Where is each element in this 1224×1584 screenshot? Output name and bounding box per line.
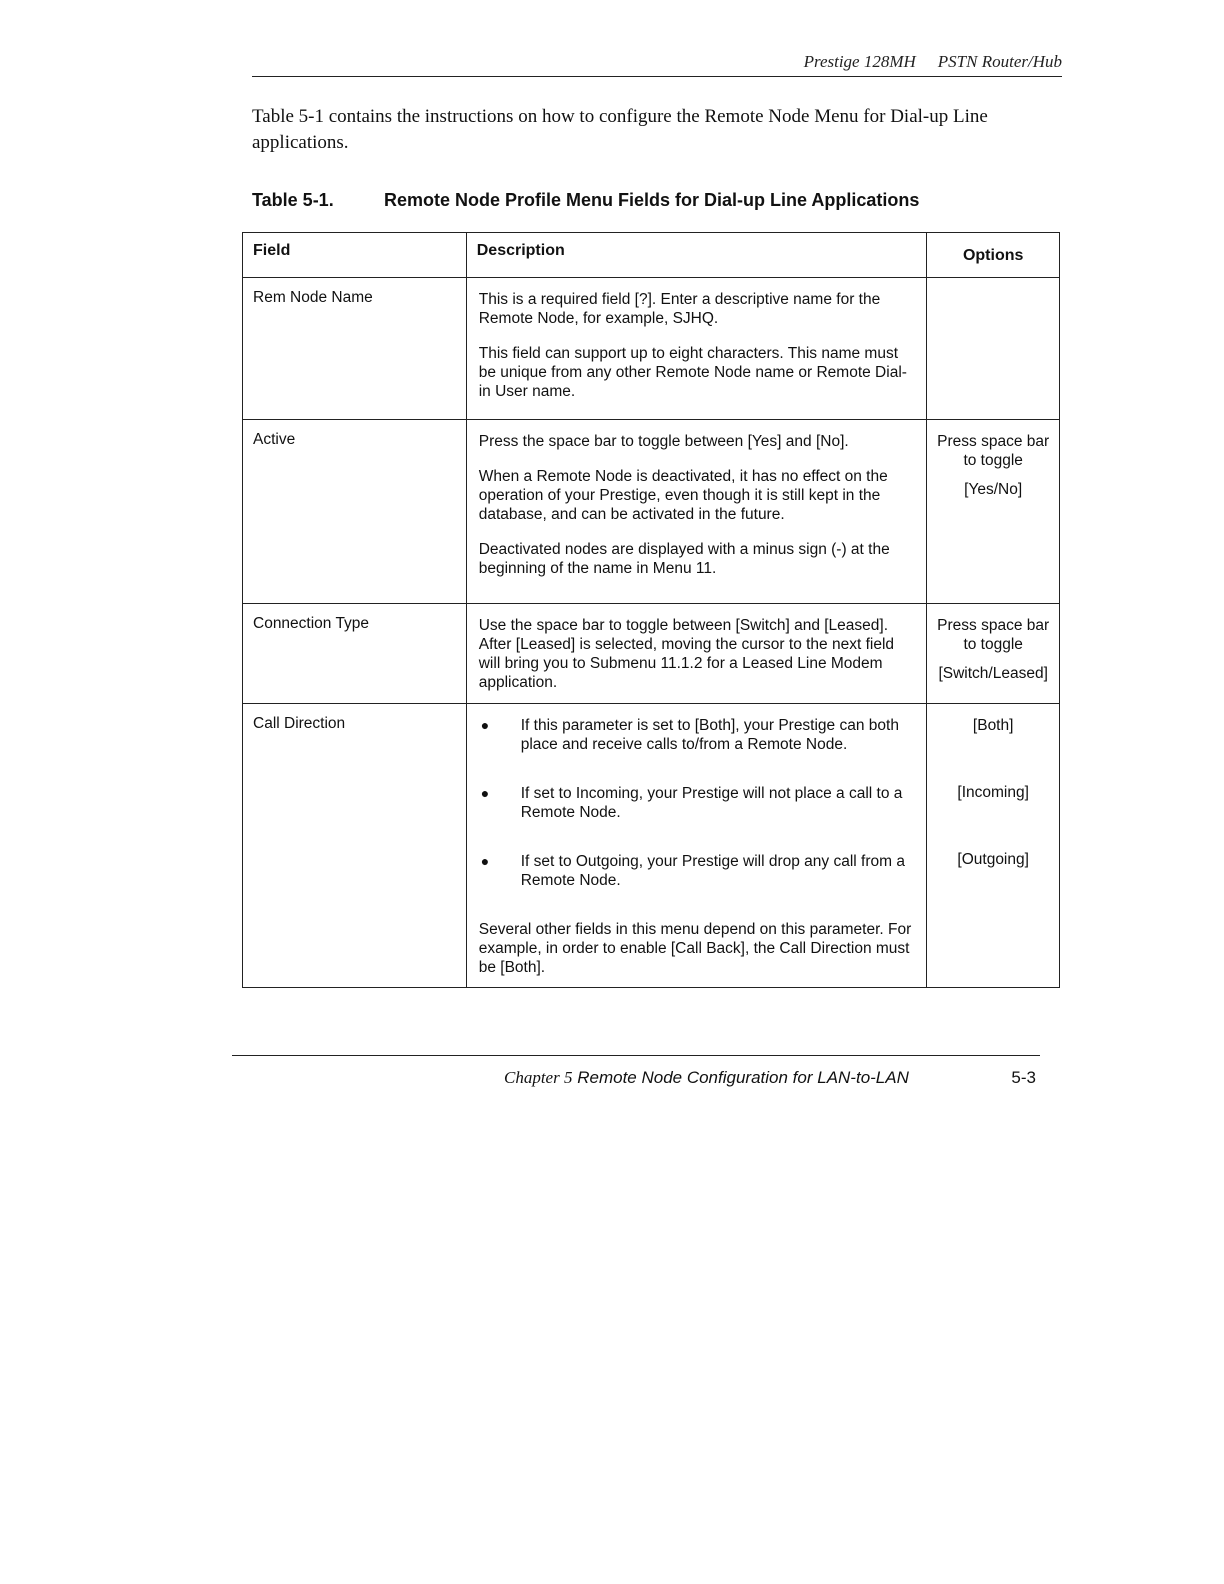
bullet-icon: ● xyxy=(480,717,490,733)
description-paragraph: Use the space bar to toggle between [Switch] and [Leased]. After [Leased] is selected, moving the cursor to the next field will bring you to Submenu 11.1.2 for a Leased Line Modem application. xyxy=(478,617,895,691)
header-description: Description xyxy=(466,233,927,278)
description-paragraph: When a Remote Node is deactivated, it has no effect on the operation of your Prestige, even though it is still kept in the database, and can be activated in the future. xyxy=(478,468,888,523)
bullet-text: If set to Incoming, your Prestige will not place a call to a Remote Node. xyxy=(520,785,903,821)
description-paragraph: Deactivated nodes are displayed with a minus sign (-) at the beginning of the name in Menu 11. xyxy=(478,541,890,577)
field-cell: Call Direction xyxy=(243,704,467,988)
bullet-icon: ● xyxy=(480,853,490,869)
header-subtitle: PSTN Router/Hub xyxy=(937,52,1062,71)
intro-paragraph: Table 5-1 contains the instructions on how to configure the Remote Node Menu for Dial-up Line applications. xyxy=(252,106,988,153)
description-cell xyxy=(466,704,927,988)
description-cell xyxy=(466,278,927,420)
description-paragraph: This is a required field [?]. Enter a descriptive name for the Remote Node, for example, SJHQ. xyxy=(478,291,881,327)
table-title: Remote Node Profile Menu Fields for Dial-up Line Applications xyxy=(384,190,920,210)
footer-chapter xyxy=(504,1068,909,1088)
bullet-item xyxy=(479,784,917,822)
page-number: 5-3 xyxy=(1011,1068,1036,1087)
table-row xyxy=(243,704,1060,988)
field-cell: Active xyxy=(243,420,467,604)
option-text: Press space bar to toggle xyxy=(937,617,1050,653)
table-row xyxy=(243,604,1060,704)
options-cell xyxy=(927,604,1060,704)
option-text: Press space bar to toggle xyxy=(937,433,1050,469)
table-caption xyxy=(252,190,1062,211)
table-row xyxy=(243,278,1060,420)
option-value: [Both] xyxy=(972,717,1014,734)
bullet-text: If this parameter is set to [Both], your Prestige can both place and receive calls to/from a Remote Node. xyxy=(520,717,899,753)
table-number: Table 5-1. xyxy=(252,190,334,210)
header-field: Field xyxy=(243,233,467,278)
field-cell: Rem Node Name xyxy=(243,278,467,420)
footer-rule xyxy=(232,1055,1040,1056)
header-rule xyxy=(252,76,1062,77)
running-header xyxy=(252,52,1062,72)
bullet-icon: ● xyxy=(480,785,490,801)
description-paragraph: Several other fields in this menu depend on this parameter. For example, in order to enable [Call Back], the Call Direction must be [Both]. xyxy=(478,921,912,976)
header-product: Prestige 128MH xyxy=(803,52,916,71)
header-options: Options xyxy=(927,233,1060,278)
description-cell xyxy=(466,420,927,604)
options-cell xyxy=(927,704,1060,988)
field-table xyxy=(242,232,1060,988)
chapter-title: Remote Node Configuration for LAN-to-LAN xyxy=(577,1068,909,1087)
table-row xyxy=(243,420,1060,604)
table-header-row xyxy=(243,233,1060,278)
option-value: [Yes/No] xyxy=(964,481,1023,498)
bullet-item xyxy=(479,716,917,754)
options-cell xyxy=(927,420,1060,604)
description-paragraph: This field can support up to eight characters. This name must be unique from any other Remote Node name or Remote Dial-in User name. xyxy=(478,345,907,400)
bullet-item xyxy=(479,852,917,890)
option-value: [Incoming] xyxy=(957,784,1029,801)
chapter-prefix: Chapter 5 xyxy=(504,1068,573,1087)
option-value: [Outgoing] xyxy=(957,851,1029,868)
description-paragraph: Press the space bar to toggle between [Yes] and [No]. xyxy=(478,433,849,450)
field-cell: Connection Type xyxy=(243,604,467,704)
options-cell xyxy=(927,278,1060,420)
bullet-text: If set to Outgoing, your Prestige will drop any call from a Remote Node. xyxy=(520,853,905,889)
description-cell xyxy=(466,604,927,704)
option-value: [Switch/Leased] xyxy=(938,665,1048,682)
